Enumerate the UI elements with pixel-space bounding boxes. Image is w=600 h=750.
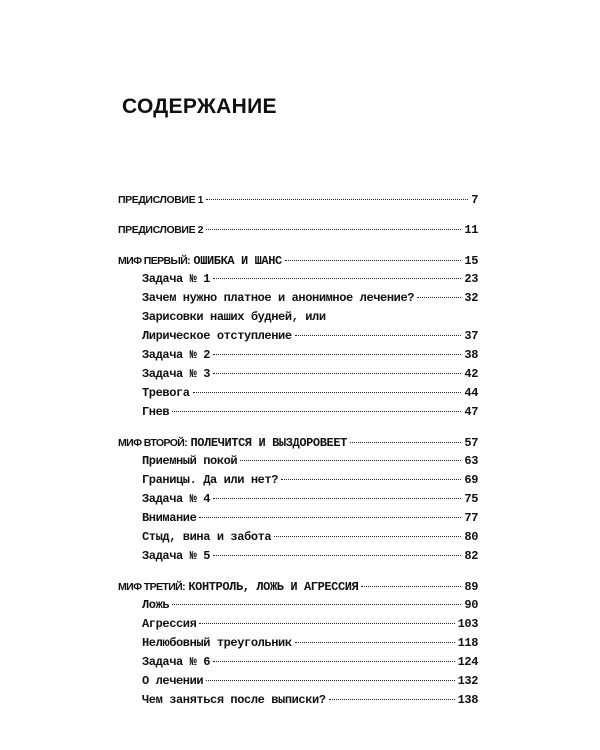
table-of-contents — [118, 193, 478, 712]
toc-page-number: 44 — [464, 386, 478, 400]
toc-entry[interactable] — [118, 473, 478, 492]
toc-page-number: 124 — [457, 655, 478, 669]
toc-entry-label: Ложь — [142, 598, 170, 612]
toc-entry-label: Задача № 5 — [142, 549, 211, 563]
dot-leader — [172, 604, 461, 605]
toc-entry[interactable] — [118, 454, 478, 473]
toc-entry-label: ПРЕДИСЛОВИЕ 2 — [118, 224, 204, 236]
toc-chapter-myth-1[interactable] — [118, 253, 478, 272]
toc-chapter-myth-2[interactable] — [118, 435, 478, 454]
toc-entry-label: Задача № 3 — [142, 367, 211, 381]
toc-page-number: 63 — [464, 454, 478, 468]
toc-chapter-label — [118, 435, 347, 450]
toc-page-number: 103 — [457, 617, 478, 631]
dot-leader — [213, 555, 461, 556]
dot-leader — [213, 373, 461, 374]
toc-page-number: 90 — [464, 598, 478, 612]
dot-leader — [274, 536, 461, 537]
dot-leader — [295, 335, 462, 336]
dot-leader — [206, 199, 468, 200]
toc-entry[interactable] — [118, 549, 478, 568]
toc-entry-label: Чем заняться после выписки? — [142, 693, 326, 707]
dot-leader — [213, 498, 461, 499]
toc-page-number: 23 — [464, 272, 478, 286]
toc-entry[interactable] — [118, 329, 478, 348]
toc-page-number: 132 — [457, 674, 478, 688]
toc-entry[interactable] — [118, 598, 478, 617]
toc-entry-label: Задача № 2 — [142, 348, 211, 362]
dot-leader — [172, 411, 461, 412]
chapter-title: КОНТРОЛЬ, ЛОЖЬ И АГРЕССИЯ — [188, 580, 359, 594]
toc-entry-label: Агрессия — [142, 617, 197, 631]
toc-entry-label: ПРЕДИСЛОВИЕ 1 — [118, 194, 204, 206]
toc-chapter-label — [118, 253, 282, 268]
toc-page-number: 89 — [464, 580, 478, 594]
toc-page-number: 57 — [464, 436, 478, 450]
toc-entry[interactable] — [118, 655, 478, 674]
dot-leader — [193, 392, 462, 393]
dot-leader — [206, 229, 461, 230]
toc-entry-label: Гнев — [142, 405, 170, 419]
dot-leader — [329, 699, 455, 700]
toc-entry-label: Тревога — [142, 386, 190, 400]
toc-entry[interactable] — [118, 386, 478, 405]
toc-entry-label: О лечении — [142, 674, 204, 688]
toc-entry-label: Приемный покой — [142, 454, 238, 468]
toc-entry[interactable] — [118, 348, 478, 367]
toc-entry-foreword-1[interactable] — [118, 193, 478, 212]
dot-leader — [213, 661, 455, 662]
chapter-prefix: МИФ ТРЕТИЙ: — [118, 581, 185, 593]
chapter-title: ПОЛЕЧИТСЯ И ВЫЗДОРОВЕЕТ — [190, 436, 347, 450]
toc-entry-label: Зарисовки наших будней, или — [142, 310, 326, 324]
toc-page-number: 118 — [457, 636, 478, 650]
chapter-title: ОШИБКА И ШАНС — [193, 254, 282, 268]
dot-leader — [295, 642, 455, 643]
toc-page-number: 11 — [464, 223, 478, 237]
page-title: СОДЕРЖАНИЕ — [122, 95, 277, 118]
toc-entry[interactable] — [118, 405, 478, 424]
toc-entry[interactable] — [118, 636, 478, 655]
dot-leader — [240, 460, 461, 461]
toc-chapter-label — [118, 579, 358, 594]
toc-page-number: 15 — [464, 254, 478, 268]
toc-entry[interactable] — [118, 530, 478, 549]
toc-chapter-myth-3[interactable] — [118, 579, 478, 598]
toc-entry[interactable] — [118, 367, 478, 386]
toc-entry[interactable] — [118, 291, 478, 310]
toc-entry-label: Стыд, вина и забота — [142, 530, 272, 544]
toc-page-number: 80 — [464, 530, 478, 544]
toc-entry-foreword-2[interactable] — [118, 223, 478, 242]
toc-page-number: 82 — [464, 549, 478, 563]
dot-leader — [199, 517, 461, 518]
chapter-prefix: МИФ ПЕРВЫЙ: — [118, 255, 191, 267]
toc-entry[interactable] — [118, 617, 478, 636]
dot-leader — [350, 442, 461, 443]
dot-leader — [199, 623, 454, 624]
dot-leader — [285, 260, 462, 261]
dot-leader — [417, 297, 461, 298]
toc-entry-label: Задача № 4 — [142, 492, 211, 506]
toc-page-number: 42 — [464, 367, 478, 381]
toc-page-number: 7 — [471, 193, 478, 207]
toc-entry-label: Лирическое отступление — [142, 329, 292, 343]
toc-entry-label: Задача № 1 — [142, 272, 211, 286]
toc-entry[interactable] — [118, 272, 478, 291]
toc-entry[interactable] — [118, 674, 478, 693]
toc-page-number: 138 — [457, 693, 478, 707]
toc-entry[interactable] — [118, 693, 478, 712]
toc-page-number: 69 — [464, 473, 478, 487]
dot-leader — [361, 586, 461, 587]
toc-entry-label: Зачем нужно платное и анонимное лечение? — [142, 291, 415, 305]
dot-leader — [213, 278, 461, 279]
toc-entry-label: Границы. Да или нет? — [142, 473, 279, 487]
toc-entry[interactable] — [118, 310, 478, 329]
toc-page-number: 38 — [464, 348, 478, 362]
chapter-prefix: МИФ ВТОРОЙ: — [118, 437, 188, 449]
dot-leader — [206, 680, 454, 681]
toc-page-number: 77 — [464, 511, 478, 525]
toc-entry[interactable] — [118, 511, 478, 530]
toc-entry-label: Внимание — [142, 511, 197, 525]
toc-page-number: 37 — [464, 329, 478, 343]
dot-leader — [281, 479, 461, 480]
toc-entry-label: Задача № 6 — [142, 655, 211, 669]
toc-entry-label: Нелюбовный треугольник — [142, 636, 292, 650]
dot-leader — [213, 354, 461, 355]
toc-page-number: 47 — [464, 405, 478, 419]
toc-page-number: 75 — [464, 492, 478, 506]
toc-entry[interactable] — [118, 492, 478, 511]
toc-page-number: 32 — [464, 291, 478, 305]
